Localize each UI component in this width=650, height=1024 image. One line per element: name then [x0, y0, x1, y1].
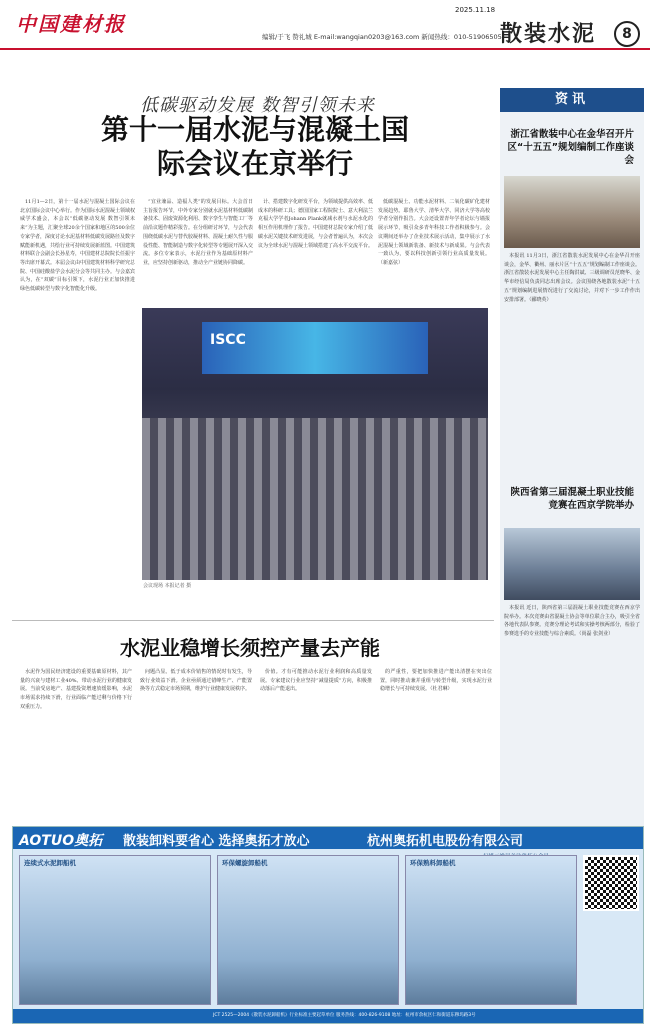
second-column-3 — [260, 668, 372, 818]
lead-headline: 第十一届水泥与混凝土国际会议在京举行 — [100, 113, 409, 180]
ad-logo: AOTUO奥拓 — [19, 833, 103, 849]
sidebar-item2-photo — [504, 528, 640, 600]
sidebar-item2-body — [504, 604, 640, 816]
ad-header-bar — [13, 827, 643, 849]
sidebar-item1-title: 浙江省散装中心在金华召开片区“十五五”规划编制工作座谈会 — [507, 129, 634, 166]
stage-screen-text: ISCC — [210, 332, 246, 348]
editor-line: 编辑/于飞 赞礼城 E-mail:wangqian0203@163.com 新闻热线：010-51906505 — [262, 33, 502, 41]
lead-col4-text: 低碳混凝土、功能水泥材料、二氧化碳矿化建材发展趋势。耶鲁大学、清华大学、同济大学等高校学者分别作报告。大会还设置青年学者论坛与墙报展示环节，吸引众多青年科技工作者积极参与。会议期间还举办了企业技术展示活动，集中展示了水泥混凝土领域新装备、新技术与新成果。与会代表一致认为，要以科技创新引领行业高质量发展。（新嘉弦） — [378, 199, 490, 266]
sidebar-label: 资讯 — [500, 88, 644, 112]
lead-kicker: 低碳驱动发展 数智引领未来 — [140, 95, 375, 116]
audience-rows — [142, 418, 488, 580]
lead-column-4 — [378, 198, 490, 303]
sidebar-item2-title: 陕西省第三届混凝土职业技能竞赛在西京学院举办 — [510, 487, 634, 511]
second-col1-text: 水泥作为国民经济建设的重要基础原材料，其产量的兴衰与建材工业40%、带动水泥行业的健康发展。当前受房地产、基建投资增速放缓影响，水泥市场需求持续下滑，行业面临产能过剩与价格下行双重压力。 — [20, 669, 132, 710]
sidebar-item1-body — [504, 252, 640, 498]
ad-panel1-label: 连续式水泥卸船机 — [24, 859, 76, 867]
ad-company-name: 杭州奥拓机电股份有限公司 — [367, 834, 524, 849]
ad-panel2-label: 环保螺旋卸船机 — [222, 859, 268, 867]
lead-column-3 — [258, 198, 373, 303]
ad-footer: JCT 2525—2004《散装水泥卸船机》行业标准主要起草单位 服务热线：400-826-9108 地址：杭州市余杭区仁和街道东穆坞路3号 — [13, 1009, 643, 1023]
masthead — [0, 0, 650, 50]
lead-col3-text: 计、搭建数字化研发平台，为领域提供高效率、低成本的科研工具；德国国家工程院院士、意大利法兰克福大学学者Johann Plank就减水剂与水泥水化的相互作用机理作了报告。中国建材总院专家介绍了低碳水泥关键技术研发进展，与会者普遍认为，本次会议为全球水泥与混凝土领域搭建了高水平交流平台。 — [258, 199, 373, 249]
conference-photo — [142, 308, 488, 580]
lead-col1-text: 11月1—2日，第十一届水泥与混凝土国际会议在北京国际会议中心举行。作为国际水泥混凝土领域权威学术盛会，本会以“低碳驱动发展 数智引领未来”为主题，汇聚全球20余个国家和地区的500余位专家学者，深度讨论水泥基材料低碳发展路径及数字赋能新机遇，共绘行业可持续发展新蓝图。中国建筑材料联合会副会长孙星寿，中国建材总院院长任振宇等出席开幕式。本届会议由中国建筑材料科学研究总院、中国硅酸盐学会水泥分会等共同主办。与会嘉宾认为，在“双碳”目标引领下，水泥行业正加快推进绿色低碳转型与数字化智能化升级。 — [20, 199, 135, 293]
ad-panel-continuous-unloader — [19, 855, 211, 1005]
second-col3-text: 价值。才有可能推动水泥行业利润和高质量发展。专家建议行业应坚持“减量提质”方向，积极推动落后产能退出。 — [260, 669, 372, 693]
second-col4-text: 的严重性，要把加快推进产能出清摆在突出位置，同时推动兼并重组与转型升级，实现水泥行业稳增长与可持续发展。（杜君琳） — [380, 669, 492, 693]
section-title: 散装水泥 — [500, 22, 597, 47]
lead-col2-text: “宜业兼品、造福人类”的发展目标。大会首日主旨报告环节，中外专家分别就水泥基材料低碳制备技术、固废资源化利用、数字孪生与智能工厂等前沿议题作精彩报告。在分组研讨环节，与会代表围绕低碳水泥与替代胶凝材料、混凝土耐久性与服役性能、智能制造与数字化转型等专题展开深入交流。多位专家表示，水泥行业作为基础原材料产业，应坚持创新驱动，推动全产业链协同降碳。 — [143, 199, 253, 266]
sidebar-item1-text: 本报讯 11月3日，浙江省散装水泥发展中心在金华召开座谈会，金华、衢州、丽水片区“十五五”规划编制工作座谈会。浙江省散装水泥发展中心主任陶洪斌、三级调研员范晓华、金华市经信局负责同志出席会议。会议围绕各地散装水泥“十五五”规划编制进展情况进行了交流讨论，并对下一步工作作出安排部署。（郦晓英） — [504, 253, 640, 303]
second-headline: 水泥业稳增长须控产量去产能 — [120, 636, 380, 660]
ad-panel-clinker-unloader — [405, 855, 577, 1005]
sidebar-item1-photo — [504, 176, 640, 248]
lead-column-1 — [20, 198, 135, 618]
sidebar-item2-text: 本报讯 近日，陕西省第三届混凝土职业技能竞赛在西京学院举办。本次竞赛由省混凝土协会等单位联合主办，吸引全省各地代表队参赛。竞赛分理论考试和实操考核两部分，检验了参赛选手的专业技能与综合素质。（尚磊 张剑业） — [504, 605, 640, 638]
advertisement — [12, 826, 644, 1024]
ad-panel3-label: 环保熟料卸船机 — [410, 859, 456, 867]
second-col2-text: 问题凸显。低于成本价销售的情况时有发生，导致行业效益下滑。企业亟须通过错峰生产、产能置换等方式稳定市场预期，维护行业健康发展秩序。 — [140, 669, 252, 693]
ad-slogan: 散装卸料要省心 选择奥拓才放心 — [123, 834, 310, 849]
ad-panel-screw-unloader — [217, 855, 399, 1005]
second-column-4 — [380, 668, 492, 818]
page-number: 8 — [614, 21, 640, 47]
newspaper-logo: 中国建材报 — [16, 12, 126, 36]
issue-date: 2025.11.18 — [455, 6, 496, 14]
divider — [12, 620, 494, 621]
second-column-1 — [20, 668, 132, 818]
second-column-2 — [140, 668, 252, 818]
photo-caption: 会议现场 本报记者 摄 — [143, 583, 192, 589]
stage-screen — [202, 322, 428, 374]
qr-code-icon[interactable] — [583, 855, 639, 911]
lead-column-2 — [143, 198, 253, 303]
